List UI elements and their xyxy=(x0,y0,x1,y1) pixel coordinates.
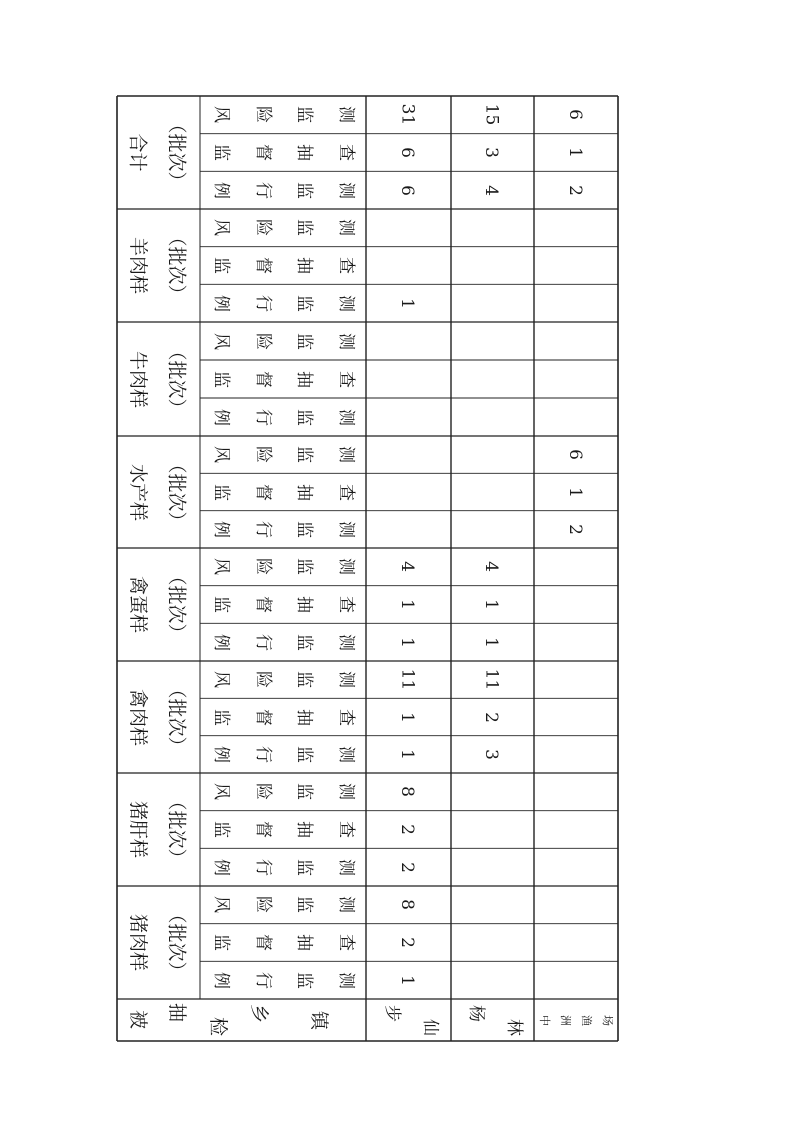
town-label-char: 步 xyxy=(382,1004,402,1022)
subcolumn-char: 监 xyxy=(294,783,315,801)
subcolumn-char: 行 xyxy=(252,294,273,312)
subcolumn-char: 风 xyxy=(211,671,232,689)
subcolumn-char: 监 xyxy=(294,181,315,199)
category-unit: （批次） xyxy=(165,114,188,191)
table-cell-value: 15 xyxy=(480,104,501,126)
table-cell-value: 3 xyxy=(480,147,501,158)
subcolumn-char: 险 xyxy=(252,332,273,350)
subcolumn-char: 监 xyxy=(294,294,315,312)
subcolumn-char: 监 xyxy=(294,671,315,689)
subcolumn-char: 例 xyxy=(211,408,232,426)
subcolumn-char: 查 xyxy=(335,596,356,613)
subcolumn-char: 督 xyxy=(252,144,273,161)
subcolumn-char: 监 xyxy=(294,745,315,763)
table-cell-value: 1 xyxy=(480,599,501,610)
subcolumn-char: 风 xyxy=(211,332,232,350)
table-cell-value: 2 xyxy=(564,523,585,535)
category-unit: （批次） xyxy=(165,678,188,756)
subcolumn-char: 风 xyxy=(211,446,232,464)
subcolumn-char: 监 xyxy=(294,446,315,464)
subcolumn-char: 测 xyxy=(335,858,356,876)
table-cell-value: 2 xyxy=(480,711,501,723)
subcolumn-char: 督 xyxy=(252,596,273,613)
subcolumn-char: 例 xyxy=(211,745,232,763)
subcolumn-char: 例 xyxy=(211,294,232,312)
subcolumn-char: 监 xyxy=(211,821,232,838)
subcolumn-char: 查 xyxy=(335,257,356,274)
subcolumn-char: 查 xyxy=(335,370,356,388)
table-cell-value: 6 xyxy=(396,184,417,196)
subcolumn-char: 测 xyxy=(335,558,356,576)
category-unit: （批次） xyxy=(165,453,188,531)
category-name: 合计 xyxy=(126,133,149,172)
subcolumn-char: 监 xyxy=(211,934,232,951)
table-cell-value: 1 xyxy=(396,974,417,986)
subcolumn-char: 风 xyxy=(211,783,232,801)
corner-label-char: 乡 xyxy=(247,1003,270,1023)
subcolumn-char: 抽 xyxy=(294,257,315,274)
subcolumn-char: 险 xyxy=(252,896,273,914)
subcolumn-char: 查 xyxy=(335,821,356,838)
subcolumn-char: 例 xyxy=(211,181,232,199)
subcolumn-char: 测 xyxy=(335,671,356,689)
subcolumn-char: 行 xyxy=(252,971,273,989)
subcolumn-char: 行 xyxy=(252,408,273,426)
table-cell-value: 1 xyxy=(396,599,417,610)
subcolumn-char: 抽 xyxy=(294,821,315,838)
subcolumn-char: 行 xyxy=(252,633,273,651)
table-cell-value: 6 xyxy=(564,109,585,121)
subcolumn-char: 监 xyxy=(294,858,315,876)
subcolumn-char: 险 xyxy=(252,446,273,464)
town-label-char: 林 xyxy=(503,1018,524,1036)
category-unit: （批次） xyxy=(165,904,188,981)
subcolumn-char: 抽 xyxy=(294,596,315,613)
table-cell-value: 1 xyxy=(396,297,417,309)
table-cell-value: 1 xyxy=(396,748,417,760)
subcolumn-char: 抽 xyxy=(294,144,315,161)
table-cell-value: 2 xyxy=(564,184,585,196)
subcolumn-char: 行 xyxy=(252,858,273,876)
subcolumn-char: 监 xyxy=(294,332,315,350)
subcolumn-char: 抽 xyxy=(294,483,315,501)
subcolumn-char: 监 xyxy=(211,596,232,613)
subcolumn-char: 监 xyxy=(211,370,232,388)
table-cell-value: 8 xyxy=(396,786,417,798)
subcolumn-char: 监 xyxy=(211,257,232,274)
subcolumn-char: 测 xyxy=(335,783,356,801)
subcolumn-char: 查 xyxy=(335,934,356,951)
town-label-char: 洲 xyxy=(559,1014,572,1026)
subcolumn-char: 抽 xyxy=(294,934,315,951)
subcolumn-char: 行 xyxy=(252,520,273,538)
table-cell-value: 8 xyxy=(396,899,417,911)
table-cell-value: 1 xyxy=(396,636,417,648)
table-cell-value: 2 xyxy=(396,861,417,873)
subcolumn-char: 抽 xyxy=(294,370,315,388)
subcolumn-char: 测 xyxy=(335,219,356,237)
subcolumn-char: 督 xyxy=(252,708,273,726)
subcolumn-char: 测 xyxy=(335,106,356,124)
table-cell-value: 2 xyxy=(396,824,417,835)
corner-label-char: 被 xyxy=(126,1009,149,1029)
subcolumn-char: 查 xyxy=(335,708,356,726)
subcolumn-char: 测 xyxy=(335,745,356,763)
subcolumn-char: 监 xyxy=(211,708,232,726)
corner-label-char: 镇 xyxy=(307,1010,330,1030)
subcolumn-char: 监 xyxy=(294,520,315,538)
subcolumn-char: 监 xyxy=(294,971,315,989)
subcolumn-char: 督 xyxy=(252,483,273,501)
table-cell-value: 3 xyxy=(480,748,501,760)
table-cell-value: 1 xyxy=(396,711,417,723)
table-cell-value: 4 xyxy=(480,184,501,196)
town-label-char: 仙 xyxy=(420,1018,441,1036)
subcolumn-char: 险 xyxy=(252,783,273,801)
table-cell-value: 6 xyxy=(564,449,585,461)
subcolumn-char: 查 xyxy=(335,483,356,501)
town-label-char: 中 xyxy=(538,1014,551,1026)
subcolumn-char: 风 xyxy=(211,219,232,237)
subcolumn-char: 险 xyxy=(252,558,273,576)
subcolumn-char: 测 xyxy=(335,971,356,989)
table-cell-value: 6 xyxy=(396,147,417,158)
subcolumn-char: 监 xyxy=(294,219,315,237)
table-cell-value: 1 xyxy=(564,147,585,158)
subcolumn-char: 监 xyxy=(294,896,315,914)
table-cell-value: 11 xyxy=(480,668,501,691)
category-unit: （批次） xyxy=(165,566,188,643)
category-name: 猪肉样 xyxy=(126,913,149,972)
category-name: 禽蛋样 xyxy=(126,575,149,634)
category-unit: （批次） xyxy=(165,227,188,304)
category-name: 水产样 xyxy=(126,463,149,521)
category-unit: （批次） xyxy=(165,791,188,868)
subcolumn-char: 督 xyxy=(252,370,273,388)
category-name: 猪肝样 xyxy=(126,800,149,859)
subcolumn-char: 风 xyxy=(211,106,232,124)
table-cell-value: 4 xyxy=(480,561,501,573)
subcolumn-char: 测 xyxy=(335,332,356,350)
subcolumn-char: 监 xyxy=(294,408,315,426)
subcolumn-char: 监 xyxy=(211,144,232,161)
subcolumn-char: 测 xyxy=(335,896,356,914)
subcolumn-char: 监 xyxy=(294,558,315,576)
corner-label-char: 抽 xyxy=(165,1002,188,1022)
subcolumn-char: 监 xyxy=(294,633,315,651)
category-name: 羊肉样 xyxy=(126,236,149,295)
table-cell-value: 1 xyxy=(480,636,501,648)
table-cell-value: 1 xyxy=(564,486,585,498)
subcolumn-char: 风 xyxy=(211,896,232,914)
subcolumn-char: 测 xyxy=(335,408,356,426)
category-name: 牛肉样 xyxy=(126,350,149,408)
subcolumn-char: 行 xyxy=(252,745,273,763)
category-unit: （批次） xyxy=(165,340,188,418)
subcolumn-char: 测 xyxy=(335,294,356,312)
subcolumn-char: 抽 xyxy=(294,708,315,726)
subcolumn-char: 例 xyxy=(211,971,232,989)
subcolumn-char: 查 xyxy=(335,144,356,161)
subcolumn-char: 险 xyxy=(252,219,273,237)
subcolumn-char: 督 xyxy=(252,821,273,838)
subcolumn-char: 测 xyxy=(335,181,356,199)
subcolumn-char: 测 xyxy=(335,520,356,538)
town-label-char: 场 xyxy=(601,1014,614,1026)
subcolumn-char: 监 xyxy=(211,483,232,501)
subcolumn-char: 险 xyxy=(252,106,273,124)
town-label-char: 渔 xyxy=(580,1014,593,1026)
table-cell-value: 31 xyxy=(396,104,417,126)
category-name: 禽肉样 xyxy=(126,688,149,746)
subcolumn-char: 风 xyxy=(211,558,232,576)
corner-label-char: 检 xyxy=(206,1016,229,1036)
table-cell-value: 4 xyxy=(396,561,417,573)
subcolumn-char: 督 xyxy=(252,257,273,274)
subcolumn-char: 行 xyxy=(252,181,273,199)
subcolumn-char: 督 xyxy=(252,934,273,951)
subcolumn-char: 险 xyxy=(252,671,273,689)
subcolumn-char: 测 xyxy=(335,633,356,651)
subcolumn-char: 监 xyxy=(294,106,315,124)
table-cell-value: 11 xyxy=(396,668,417,691)
table-cell-value: 2 xyxy=(396,937,417,948)
subcolumn-char: 例 xyxy=(211,520,232,538)
subcolumn-char: 例 xyxy=(211,858,232,876)
subcolumn-char: 测 xyxy=(335,446,356,464)
subcolumn-char: 例 xyxy=(211,633,232,651)
town-label-char: 杨 xyxy=(466,1004,487,1022)
